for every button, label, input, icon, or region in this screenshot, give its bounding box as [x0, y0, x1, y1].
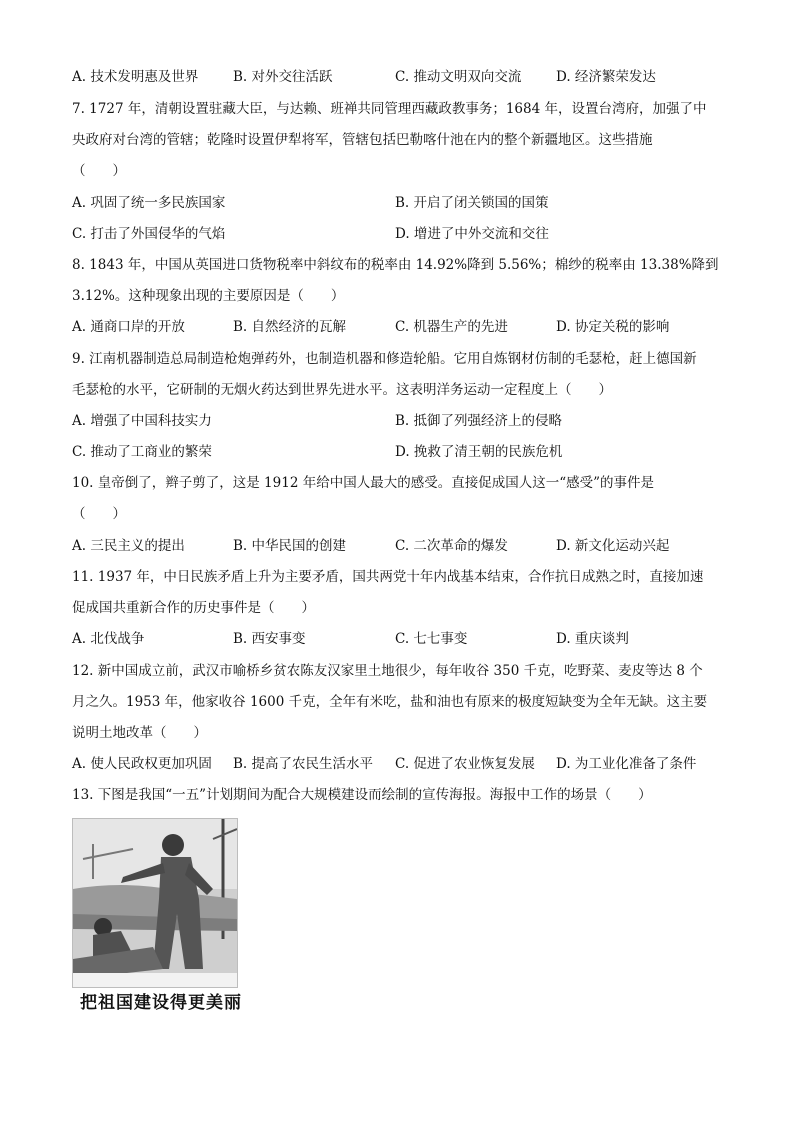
q8-option-d[interactable]: D. 协定关税的影响: [556, 319, 670, 335]
q10-option-d[interactable]: D. 新文化运动兴起: [556, 538, 670, 554]
q8-text-line-2: 3.12%。这种现象出现的主要原因是（ ）: [72, 288, 345, 304]
q11-option-c[interactable]: C. 七七事变: [395, 631, 468, 647]
q11-option-d[interactable]: D. 重庆谈判: [556, 631, 629, 647]
q6-option-c[interactable]: C. 推动文明双向交流: [395, 69, 522, 85]
q11-option-a[interactable]: A. 北伐战争: [72, 631, 145, 647]
q12-text-line-3: 说明土地改革（ ）: [72, 725, 207, 741]
q6-option-a[interactable]: A. 技术发明惠及世界: [72, 69, 199, 85]
q7-option-d[interactable]: D. 增进了中外交流和交往: [395, 226, 549, 242]
q12-text-line-1: 12. 新中国成立前，武汉市喻桥乡贫农陈友汉家里土地很少，每年收谷 350 千克，吃野菜、麦皮等达 8 个: [72, 663, 703, 679]
q10-text-line-2: （ ）: [72, 506, 126, 522]
q12-option-a[interactable]: A. 使人民政权更加巩固: [72, 756, 212, 772]
q6-option-b[interactable]: B. 对外交往活跃: [233, 69, 333, 85]
q8-option-c[interactable]: C. 机器生产的先进: [395, 319, 508, 335]
q7-text-line-3: （ ）: [72, 163, 126, 179]
q9-option-d[interactable]: D. 挽救了清王朝的民族危机: [395, 444, 563, 460]
q8-text-line-1: 8. 1843 年，中国从英国进口货物税率中斜纹布的税率由 14.92%降到 5.56%；棉纱的税率由 13.38%降到: [72, 257, 719, 273]
q9-option-b[interactable]: B. 抵御了列强经济上的侵略: [395, 413, 563, 429]
q8-option-b[interactable]: B. 自然经济的瓦解: [233, 319, 347, 335]
q8-option-a[interactable]: A. 通商口岸的开放: [72, 319, 185, 335]
q13-text-line-1: 13. 下图是我国“一五”计划期间为配合大规模建设而绘制的宣传海报。海报中工作的场景（ ）: [72, 787, 652, 803]
q7-text-line-1: 7. 1727 年，清朝设置驻藏大臣，与达赖、班禅共同管理西藏政教事务；1684 年，设置台湾府，加强了中: [72, 101, 707, 117]
q11-text-line-2: 促成国共重新合作的历史事件是（ ）: [72, 600, 315, 616]
q12-option-c[interactable]: C. 促进了农业恢复发展: [395, 756, 535, 772]
q7-option-b[interactable]: B. 开启了闭关锁国的国策: [395, 195, 549, 211]
q10-text-line-1: 10. 皇帝倒了，辫子剪了，这是 1912 年给中国人最大的感受。直接促成国人这一“感受”的事件是: [72, 475, 655, 491]
q11-text-line-1: 11. 1937 年，中日民族矛盾上升为主要矛盾，国共两党十年内战基本结束，合作抗日成熟之时，直接加速: [72, 569, 704, 585]
q7-option-c[interactable]: C. 打击了外国侵华的气焰: [72, 226, 226, 242]
q9-text-line-2: 毛瑟枪的水平，它研制的无烟火药达到世界先进水平。这表明洋务运动一定程度上（ ）: [72, 382, 612, 398]
poster-caption: 把祖国建设得更美丽: [80, 993, 242, 1013]
q9-option-c[interactable]: C. 推动了工商业的繁荣: [72, 444, 212, 460]
q6-option-d[interactable]: D. 经济繁荣发达: [556, 69, 656, 85]
q9-text-line-1: 9. 江南机器制造总局制造枪炮弹药外，也制造机器和修造轮船。它用自炼钢材仿制的毛瑟枪，赶上德国新: [72, 351, 697, 367]
q12-option-d[interactable]: D. 为工业化准备了条件: [556, 756, 697, 772]
propaganda-poster-image: [72, 818, 238, 988]
q10-option-a[interactable]: A. 三民主义的提出: [72, 538, 185, 554]
q10-option-c[interactable]: C. 二次革命的爆发: [395, 538, 508, 554]
q11-option-b[interactable]: B. 西安事变: [233, 631, 306, 647]
poster-illustration: [73, 819, 237, 987]
q7-text-line-2: 央政府对台湾的管辖；乾隆时设置伊犁将军，管辖包括巴勒喀什池在内的整个新疆地区。这些措施: [72, 132, 653, 148]
q7-option-a[interactable]: A. 巩固了统一多民族国家: [72, 195, 226, 211]
q9-option-a[interactable]: A. 增强了中国科技实力: [72, 413, 212, 429]
q12-text-line-2: 月之久。1953 年，他家收谷 1600 千克，全年有米吃，盐和油也有原来的极度短缺变为全年无缺。这主要: [72, 694, 708, 710]
q12-option-b[interactable]: B. 提高了农民生活水平: [233, 756, 374, 772]
q10-option-b[interactable]: B. 中华民国的创建: [233, 538, 347, 554]
